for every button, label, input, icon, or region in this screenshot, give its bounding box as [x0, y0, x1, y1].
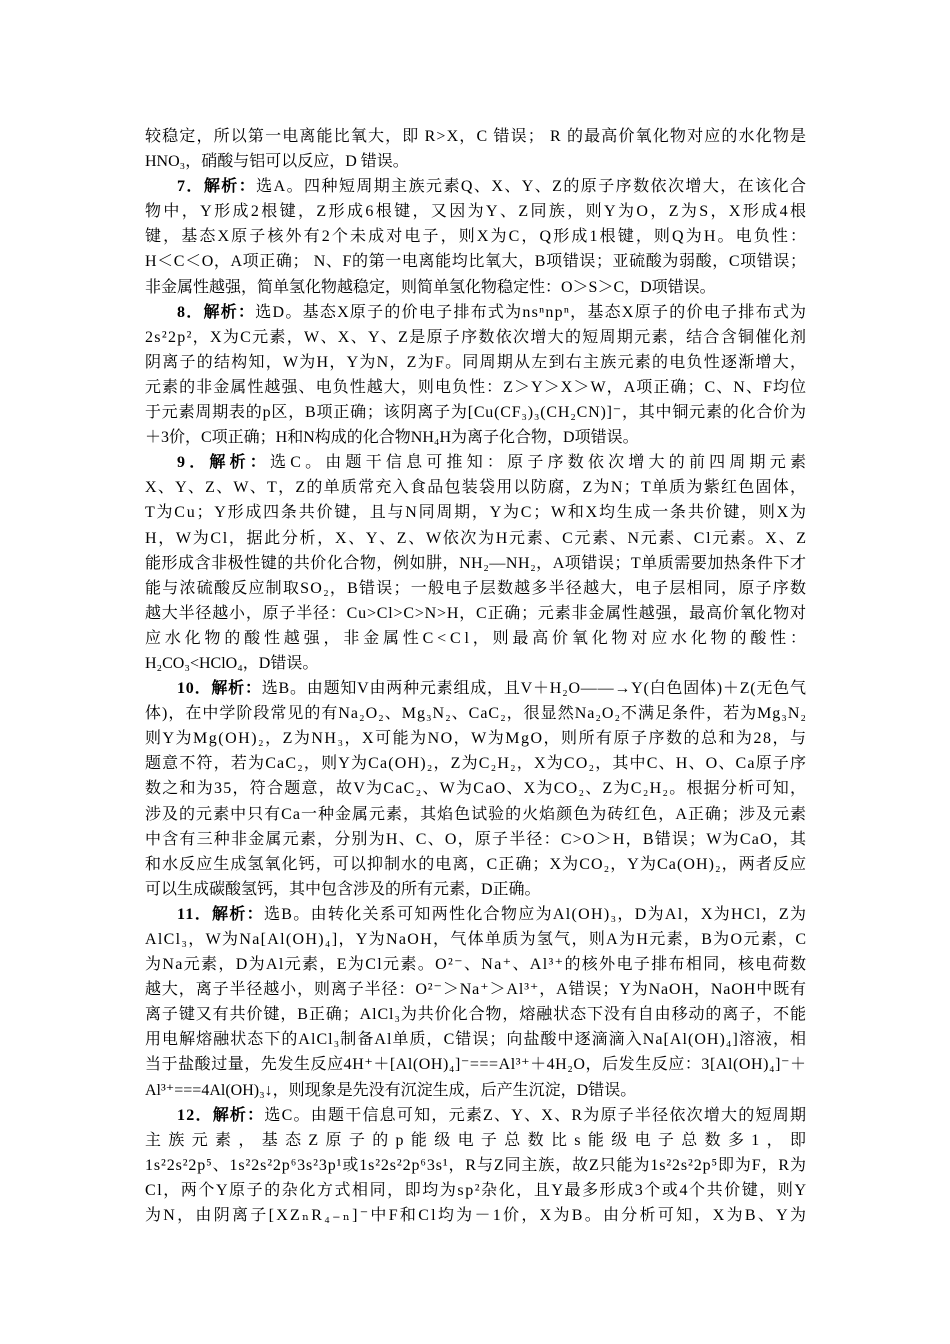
paragraph-line: 非金属性越强，简单氢化物越稳定，则简单氢化物稳定性：O＞S＞C，D项错误。	[145, 278, 716, 296]
paragraph-line: 主族元素，基态Z原子的p能级电子总数比s能级电子总数多1，即	[145, 1131, 814, 1149]
answer-label: 10．解析：	[177, 680, 262, 698]
paragraph-text: 选A。四种短周期主族元素Q、X、Y、Z的原子序数依次增大，在该化合	[256, 178, 808, 196]
paragraph-line: 于元素周期表的p区，B项正确；该阴离子为[Cu(CF₃)₃(CH₂CN)]⁻，其中铜元素的化合价为	[145, 404, 807, 422]
paragraph-line: 2s²2p²，X为C元素，W、X、Y、Z是原子序数依次增大的短周期元素，结合含铜催化剂	[145, 328, 808, 346]
paragraph-line: 1s²2s²2p⁵、1s²2s²2p⁶3s²3p¹或1s²2s²2p⁶3s¹，R与Z同主族，故Z只能为1s²2s²2p⁵即为F，R为	[145, 1156, 807, 1174]
answer-10	[145, 676, 806, 902]
answer-label: 9．解析：	[177, 454, 271, 472]
paragraph-line: 键，基态X原子核外有2个未成对电子，则X为C，Q形成1根键，则Q为H。电负性：	[145, 228, 809, 246]
paragraph-line: H＜C＜O，A项正确； N、F的第一电离能均比氧大，B项错误；亚硫酸为弱酸，C项错误；	[145, 253, 807, 271]
paragraph-line: T为Cu；Y形成四条共价键，且与N同周期，Y为C；W和X均生成一条共价键，则X为	[145, 504, 808, 522]
paragraph-text: 选D。基态X原子的价电子排布式为nsⁿnpⁿ，基态X原子的价电子排布式为	[255, 303, 808, 321]
paragraph-line: 元素的非金属性越强、电负性越大，则电负性：Z＞Y＞X＞W，A项正确；C、N、F均位	[145, 378, 808, 396]
paragraph-line: ＋3价，C项正确；H和N构成的化合物NH₄H为离子化合物，D项错误。	[145, 429, 639, 447]
paragraph-line: 能形成含非极性键的共价化合物，例如肼，NH₂—NH₂，A项错误；T单质需要加热条件下才	[145, 554, 807, 572]
paragraph-line: 较稳定，所以第一电离能比氧大，即 R>X，C 错误； R 的最高价氧化物对应的水化物是	[145, 128, 808, 145]
paragraph-line: HNO₃，硝酸与铝可以反应，D 错误。	[145, 153, 409, 171]
paragraph-line: 应水化物的酸性越强，非金属性C<Cl，则最高价氧化物对应水化物的酸性：	[145, 629, 810, 647]
paragraph-continued	[145, 124, 806, 174]
paragraph-line	[145, 1103, 806, 1128]
document-body	[145, 124, 814, 1228]
paragraph-line: H，W为Cl，据此分析，X、Y、Z、W依次为H元素、C元素、N元素、Cl元素。X、Z	[145, 529, 808, 547]
paragraph-line	[145, 450, 811, 475]
paragraph-text: 选C。由题干信息可推知：原子序数依次增大的前四周期元素	[270, 454, 811, 472]
paragraph-line: 离子键又有共价键，B正确；AlCl₃为共价化合物，熔融状态下没有自由移动的离子，不能	[145, 1006, 807, 1024]
answer-label: 8．解析：	[177, 303, 256, 321]
paragraph-line	[145, 300, 806, 325]
paragraph-line: 当于盐酸过量，先发生反应4H⁺＋[Al(OH)₄]⁻===Al³⁺＋4H₂O，后发生反应：3[Al(OH)₄]⁻＋	[145, 1056, 807, 1074]
paragraph-line: 物中，Y形成2根键，Z形成6根键，又因为Y、Z同族，则Y为O，Z为S，X形成4根	[145, 203, 809, 221]
paragraph-line: X、Y、Z、W、T，Z的单质常充入食品包装袋用以防腐，Z为N；T单质为紫红色固体，	[145, 479, 808, 497]
paragraph-line: 可以生成碳酸氢钙，其中包含涉及的所有元素，D正确。	[145, 880, 541, 898]
paragraph-line: Cl，两个Y原子的杂化方式相同，即均为sp²杂化，且Y最多形成3个或4个共价键，则Y	[145, 1181, 808, 1199]
paragraph-line: 题意不符，若为CaC₂，则Y为Ca(OH)₂，Z为C₂H₂，X为CO₂，其中C、H、O、Ca原子序	[145, 755, 808, 773]
answer-9	[145, 450, 811, 676]
answer-7	[145, 174, 809, 299]
answer-11	[145, 902, 806, 1103]
paragraph-line	[145, 676, 806, 701]
answer-label: 11．解析：	[177, 905, 264, 923]
paragraph-line	[145, 902, 806, 927]
paragraph-line: 阴离子的结构知，W为H，Y为N，Z为F。同周期从左到右主族元素的电负性逐渐增大，	[145, 353, 808, 371]
paragraph-line: 为Na元素，D为Al元素，E为Cl元素。O²⁻、Na⁺、Al³⁺的核外电子排布相同，核电荷数	[145, 956, 808, 974]
paragraph-line: 越大半径越小，原子半径：Cu>Cl>C>N>H，C正确；元素非金属性越强，最高价氧化物对	[145, 604, 807, 622]
paragraph-line: 中含有三种非金属元素，分别为H、C、O，原子半径：C>O＞H，B错误；W为CaO，其	[145, 830, 808, 848]
paragraph-line: 数之和为35，符合题意，故V为CaC₂、W为CaO、X为CO₂、Z为C₂H₂。根据分析可知，	[145, 780, 808, 798]
answer-12	[145, 1103, 814, 1228]
paragraph-text: 选B。由题知V由两种元素组成，且V＋H₂O——→Y(白色固体)＋Z(无色气	[261, 680, 807, 698]
paragraph-line: 则Y为Mg(OH)₂，Z为NH₃，X可能为NO，W为MgO，则所有原子序数的总和为28，与	[145, 730, 808, 748]
paragraph-line	[145, 174, 806, 199]
paragraph-line: AlCl₃，W为Na[Al(OH)₄]，Y为NaOH，气体单质为氢气，则A为H元素，B为O元素，C	[145, 931, 808, 948]
answer-label: 12．解析：	[177, 1106, 265, 1124]
paragraph-text: 选C。由题干信息可知，元素Z、Y、X、R为原子半径依次增大的短周期	[264, 1106, 808, 1124]
paragraph-line: 为N，由阴离子[XZₙR₄₋ₙ]⁻中F和Cl均为－1价，X为B。由分析可知，X为B、Y为	[145, 1207, 809, 1225]
answer-8	[145, 300, 806, 451]
paragraph-line: 涉及的元素中只有Ca一种金属元素，其焰色试验的火焰颜色为砖红色，A正确；涉及元素	[145, 805, 808, 823]
paragraph-line: H₂CO₃<HClO₄，D错误。	[145, 654, 319, 672]
paragraph-line: Al³⁺===4Al(OH)₃↓，则现象是先没有沉淀生成，后产生沉淀，D错误。	[145, 1081, 637, 1099]
answer-label: 7．解析：	[177, 178, 257, 196]
paragraph-text: 选B。由转化关系可知两性化合物应为Al(OH)₃，D为Al，X为HCl，Z为	[263, 905, 808, 923]
paragraph-line: 体)，在中学阶段常见的有Na₂O₂、Mg₃N₂、CaC₂，很显然Na₂O₂不满足条件，若为Mg₃N₂	[145, 705, 808, 723]
paragraph-line: 越大，离子半径越小，则离子半径：O²⁻＞Na⁺＞Al³⁺，A错误；Y为NaOH，NaOH中既有	[145, 981, 807, 999]
paragraph-line: 用电解熔融状态下的AlCl₃制备Al单质，C错误；向盐酸中逐滴滴入Na[Al(OH)₄]溶液，相	[145, 1031, 808, 1049]
paragraph-line: 能与浓硫酸反应制取SO₂，B错误；一般电子层数越多半径越大，电子层相同，原子序数	[145, 579, 808, 597]
paragraph-line: 和水反应生成氢氧化钙，可以抑制水的电离，C正确；X为CO₂，Y为Ca(OH)₂，两者反应	[145, 855, 808, 873]
